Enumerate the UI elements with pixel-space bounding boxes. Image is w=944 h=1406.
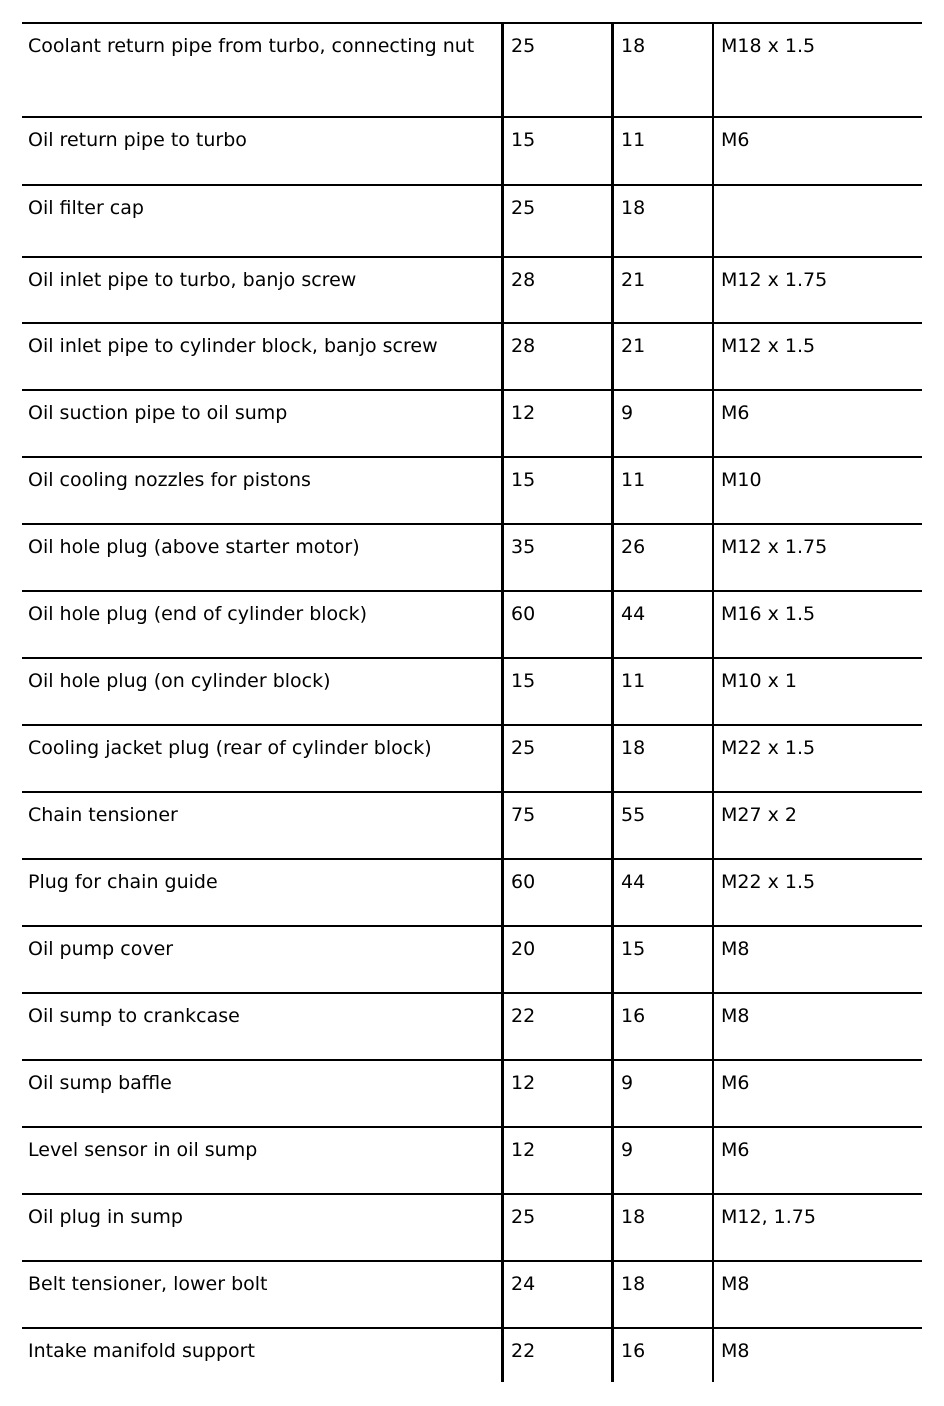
row-description: Level sensor in oil sump	[28, 1139, 258, 1161]
row-description: Oil hole plug (end of cylinder block)	[28, 603, 368, 625]
row-torque-nm: 22	[501, 1329, 611, 1382]
row-torque-nm: 15	[501, 659, 611, 724]
row-description: Oil sump baffle	[28, 1072, 172, 1094]
row-torque-nm: 60	[501, 592, 611, 657]
table-row	[22, 1061, 922, 1128]
table-row	[22, 525, 922, 592]
row-thread-size: M8	[712, 1262, 922, 1327]
row-torque-nm: 60	[501, 860, 611, 925]
row-torque-nm: 25	[501, 1195, 611, 1260]
row-torque-lbft: 16	[611, 994, 712, 1059]
row-thread-size: M8	[712, 927, 922, 992]
table-row	[22, 659, 922, 726]
row-thread-size: M10	[712, 458, 922, 523]
table-row	[22, 1329, 922, 1382]
row-torque-nm: 75	[501, 793, 611, 858]
row-torque-lbft: 21	[611, 324, 712, 389]
row-thread-size: M8	[712, 994, 922, 1059]
row-torque-lbft: 18	[611, 726, 712, 791]
row-description: Oil inlet pipe to turbo, banjo screw	[28, 269, 357, 291]
row-description: Chain tensioner	[28, 804, 178, 826]
row-torque-nm: 28	[501, 324, 611, 389]
row-torque-lbft: 44	[611, 860, 712, 925]
row-thread-size: M10 x 1	[712, 659, 922, 724]
table-row	[22, 927, 922, 994]
row-thread-size: M6	[712, 118, 922, 184]
row-torque-nm: 12	[501, 1061, 611, 1126]
table-row	[22, 24, 922, 118]
row-torque-lbft: 55	[611, 793, 712, 858]
row-torque-nm: 28	[501, 258, 611, 322]
row-description: Oil filter cap	[28, 197, 144, 219]
table-row	[22, 994, 922, 1061]
row-torque-lbft: 18	[611, 1195, 712, 1260]
row-thread-size: M22 x 1.5	[712, 860, 922, 925]
row-description: Oil inlet pipe to cylinder block, banjo screw	[28, 335, 438, 357]
row-description: Oil pump cover	[28, 938, 174, 960]
row-torque-lbft: 44	[611, 592, 712, 657]
table-row	[22, 793, 922, 860]
table-row	[22, 186, 922, 258]
row-torque-nm: 22	[501, 994, 611, 1059]
row-thread-size: M12, 1.75	[712, 1195, 922, 1260]
row-torque-lbft: 18	[611, 186, 712, 256]
row-description: Cooling jacket plug (rear of cylinder block)	[28, 737, 432, 759]
row-torque-lbft: 16	[611, 1329, 712, 1382]
row-description: Oil suction pipe to oil sump	[28, 402, 288, 424]
table-row	[22, 860, 922, 927]
row-description: Plug for chain guide	[28, 871, 218, 893]
row-torque-nm: 25	[501, 726, 611, 791]
table-row	[22, 1128, 922, 1195]
row-torque-nm: 15	[501, 118, 611, 184]
row-thread-size: M18 x 1.5	[712, 24, 922, 116]
table-row	[22, 458, 922, 525]
row-torque-lbft: 9	[611, 1128, 712, 1193]
row-torque-lbft: 11	[611, 659, 712, 724]
row-torque-lbft: 9	[611, 1061, 712, 1126]
table-row	[22, 258, 922, 324]
table-row	[22, 324, 922, 391]
row-thread-size: M8	[712, 1329, 922, 1382]
row-description: Intake manifold support	[28, 1340, 255, 1362]
row-description: Coolant return pipe from turbo, connecting nut	[28, 35, 475, 57]
row-torque-nm: 25	[501, 186, 611, 256]
row-description: Belt tensioner, lower bolt	[28, 1273, 268, 1295]
row-torque-lbft: 9	[611, 391, 712, 456]
row-thread-size: M6	[712, 391, 922, 456]
row-thread-size: M22 x 1.5	[712, 726, 922, 791]
row-description: Oil plug in sump	[28, 1206, 183, 1228]
row-torque-nm: 25	[501, 24, 611, 116]
row-description: Oil cooling nozzles for pistons	[28, 469, 311, 491]
row-torque-lbft: 18	[611, 1262, 712, 1327]
row-torque-nm: 24	[501, 1262, 611, 1327]
row-torque-nm: 35	[501, 525, 611, 590]
row-thread-size: M6	[712, 1061, 922, 1126]
row-description: Oil hole plug (on cylinder block)	[28, 670, 331, 692]
row-torque-nm: 15	[501, 458, 611, 523]
row-thread-size: M12 x 1.75	[712, 525, 922, 590]
row-torque-lbft: 11	[611, 118, 712, 184]
row-thread-size: M27 x 2	[712, 793, 922, 858]
row-torque-lbft: 26	[611, 525, 712, 590]
table-row	[22, 1195, 922, 1262]
row-torque-lbft: 15	[611, 927, 712, 992]
row-torque-lbft: 21	[611, 258, 712, 322]
table-row	[22, 391, 922, 458]
torque-spec-table	[22, 22, 922, 1382]
table-row	[22, 592, 922, 659]
row-torque-nm: 12	[501, 391, 611, 456]
row-torque-lbft: 18	[611, 24, 712, 116]
row-thread-size: M16 x 1.5	[712, 592, 922, 657]
row-thread-size: M12 x 1.5	[712, 324, 922, 389]
row-description: Oil return pipe to turbo	[28, 129, 247, 151]
row-torque-nm: 20	[501, 927, 611, 992]
row-description: Oil hole plug (above starter motor)	[28, 536, 360, 558]
row-thread-size: M12 x 1.75	[712, 258, 922, 322]
row-description: Oil sump to crankcase	[28, 1005, 240, 1027]
table-row	[22, 118, 922, 186]
row-thread-size	[712, 186, 922, 256]
table-row	[22, 1262, 922, 1329]
row-torque-nm: 12	[501, 1128, 611, 1193]
row-thread-size: M6	[712, 1128, 922, 1193]
row-torque-lbft: 11	[611, 458, 712, 523]
table-row	[22, 726, 922, 793]
